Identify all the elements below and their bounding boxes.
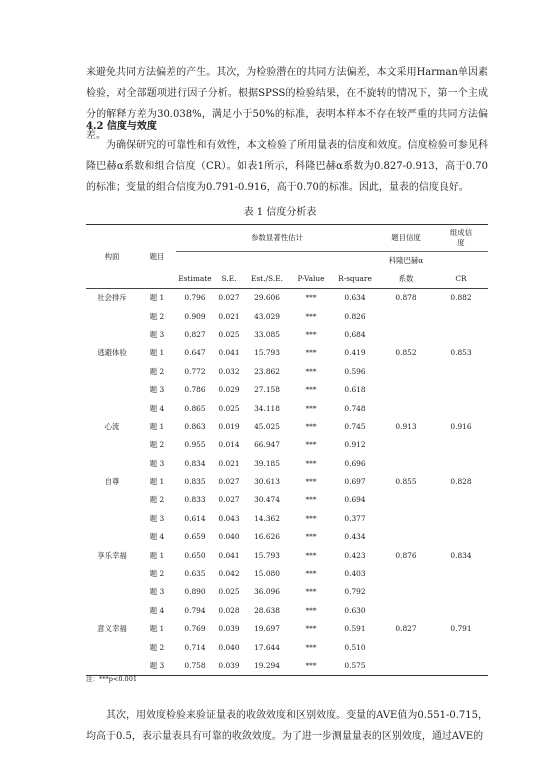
r-square-cell: 0.618 — [344, 385, 366, 395]
cr-cell — [434, 528, 488, 546]
item-cell: 题 3 — [149, 513, 165, 523]
alpha-cell — [378, 455, 434, 473]
p-value-cell: *** — [305, 311, 317, 321]
estimate-cell: 0.647 — [184, 348, 206, 358]
construct-cell — [86, 307, 138, 325]
r-square-cell: 0.748 — [344, 403, 366, 413]
cr-cell — [434, 399, 488, 417]
construct-cell: 逃避体验 — [97, 348, 127, 358]
estimate-cell: 0.659 — [184, 532, 206, 542]
se-cell: 0.032 — [218, 366, 240, 376]
cr-cell: 0.882 — [450, 293, 472, 303]
est-se-cell: 45.025 — [254, 421, 280, 431]
se-cell: 0.041 — [218, 348, 240, 358]
estimate-cell: 0.794 — [184, 605, 206, 615]
est-se-cell: 15.793 — [254, 550, 280, 560]
construct-cell — [86, 491, 138, 509]
alpha-cell — [378, 381, 434, 399]
table-caption: 表 1 信度分析表 — [243, 207, 317, 218]
se-cell: 0.039 — [218, 624, 240, 634]
est-se-cell: 15.080 — [254, 569, 280, 579]
table-row — [86, 491, 488, 509]
table-row — [86, 455, 488, 473]
header-significance-group: 参数显著性估计 — [176, 225, 378, 252]
item-cell: 题 3 — [149, 329, 165, 339]
estimate-cell: 0.863 — [184, 421, 206, 431]
construct-cell: 意义幸福 — [97, 624, 127, 634]
p-value-cell: *** — [305, 642, 317, 652]
item-cell: 题 2 — [149, 642, 165, 652]
est-se-cell: 33.085 — [254, 329, 280, 339]
p-value-cell: *** — [305, 661, 317, 670]
item-cell: 题 1 — [149, 550, 165, 560]
item-cell: 题 3 — [149, 661, 165, 670]
estimate-cell: 0.714 — [184, 642, 206, 652]
r-square-cell: 0.510 — [344, 642, 366, 652]
se-cell: 0.039 — [218, 661, 240, 670]
est-se-cell: 28.638 — [254, 605, 280, 615]
p-value-cell: *** — [305, 403, 317, 413]
table-row — [86, 418, 488, 436]
alpha-cell: 0.855 — [395, 477, 417, 487]
p-value-cell: *** — [305, 624, 317, 634]
r-square-cell: 0.826 — [344, 311, 366, 321]
header-item: 题目 — [138, 225, 176, 289]
construct-cell: 心流 — [104, 421, 120, 431]
construct-cell — [86, 399, 138, 417]
se-cell: 0.019 — [218, 421, 240, 431]
cr-cell — [434, 638, 488, 656]
p-value-cell: *** — [305, 458, 317, 468]
construct-cell — [86, 436, 138, 454]
alpha-cell — [378, 565, 434, 583]
alpha-cell: 0.913 — [395, 421, 417, 431]
cr-cell — [434, 565, 488, 583]
item-cell: 题 2 — [149, 440, 165, 450]
item-cell: 题 3 — [149, 587, 165, 597]
cr-cell: 0.834 — [450, 550, 472, 560]
alpha-cell: 0.852 — [395, 348, 417, 358]
paragraph-reliability: 为确保研究的可靠性和有效性，本文检验了所用量表的信度和效度。信度检验可参见科隆巴赫α系数和组合信度（CR）。如表1所示，科隆巴赫α系数为0.827-0.913，高于0.70的标准；变量的组合信度为0.791-0.916，高于0.70的标准。因此，量表的信度良好。 — [86, 140, 488, 193]
se-cell: 0.040 — [218, 532, 240, 542]
est-se-cell: 36.096 — [254, 587, 280, 597]
table-row — [86, 326, 488, 344]
est-se-cell: 16.626 — [254, 532, 280, 542]
estimate-cell: 0.772 — [184, 366, 206, 376]
paragraph-common-method-bias: 来避免共同方法偏差的产生。其次，为检验潜在的共同方法偏差，本文采用Harman单因素检验，对全部题项进行因子分析。根据SPSS的检验结果，在不旋转的情况下，第一个主成分的解释方差为30.038%，满足小于50%的标准，表明本样本不存在较严重的共同方法偏差。 — [86, 67, 488, 141]
r-square-cell: 0.745 — [344, 421, 366, 431]
construct-cell — [86, 455, 138, 473]
r-square-cell: 0.403 — [344, 569, 366, 579]
construct-cell — [86, 565, 138, 583]
alpha-cell — [378, 583, 434, 601]
section-heading: 4.2 信度与效度 — [86, 121, 157, 132]
estimate-cell: 0.909 — [184, 311, 206, 321]
table-header-row — [86, 225, 488, 252]
alpha-cell: 0.878 — [395, 293, 417, 303]
est-se-cell: 34.118 — [254, 403, 280, 413]
table-row — [86, 381, 488, 399]
item-cell: 题 2 — [149, 495, 165, 505]
alpha-cell — [378, 326, 434, 344]
alpha-cell — [378, 602, 434, 620]
item-cell: 题 3 — [149, 458, 165, 468]
p-value-cell: *** — [305, 440, 317, 450]
table-row — [86, 473, 488, 491]
table-row — [86, 363, 488, 381]
construct-cell — [86, 363, 138, 381]
p-value-cell: *** — [305, 513, 317, 523]
p-value-cell: *** — [305, 293, 317, 303]
r-square-cell: 0.694 — [344, 495, 366, 505]
se-cell: 0.027 — [218, 495, 240, 505]
alpha-cell — [378, 399, 434, 417]
est-se-cell: 43.029 — [254, 311, 280, 321]
est-se-cell: 14.362 — [254, 513, 280, 523]
r-square-cell: 0.630 — [344, 605, 366, 615]
table-row — [86, 510, 488, 528]
est-se-cell: 15.793 — [254, 348, 280, 358]
r-square-cell: 0.912 — [344, 440, 366, 450]
item-cell: 题 2 — [149, 569, 165, 579]
r-square-cell: 0.697 — [344, 477, 366, 487]
cr-cell: 0.828 — [450, 477, 472, 487]
p-value-cell: *** — [305, 532, 317, 542]
header-composite-reliability: 组成信度 — [434, 225, 488, 252]
p-value-cell: *** — [305, 495, 317, 505]
cr-cell — [434, 455, 488, 473]
construct-cell — [86, 326, 138, 344]
construct-cell: 自尊 — [104, 477, 120, 487]
est-se-cell: 29.606 — [254, 293, 280, 303]
r-square-cell: 0.696 — [344, 458, 366, 468]
construct-cell: 享乐幸福 — [97, 550, 127, 560]
construct-cell — [86, 638, 138, 656]
est-se-cell: 27.158 — [254, 385, 280, 395]
item-cell: 题 1 — [149, 293, 165, 303]
item-cell: 题 4 — [149, 605, 165, 615]
table-body — [86, 289, 488, 676]
table-row — [86, 602, 488, 620]
table-row — [86, 307, 488, 325]
estimate-cell: 0.650 — [184, 550, 206, 560]
table-row — [86, 528, 488, 546]
header-p-value: P-Value — [297, 274, 325, 283]
se-cell: 0.025 — [218, 403, 240, 413]
estimate-cell: 0.890 — [184, 587, 206, 597]
estimate-cell: 0.769 — [184, 624, 206, 634]
est-se-cell: 19.294 — [254, 661, 280, 670]
header-cr: CR — [434, 252, 488, 289]
item-cell: 题 1 — [149, 477, 165, 487]
construct-cell: 社会排斥 — [97, 293, 127, 303]
estimate-cell: 0.786 — [184, 385, 206, 395]
cr-cell — [434, 381, 488, 399]
r-square-cell: 0.575 — [344, 661, 366, 670]
r-square-cell: 0.634 — [344, 293, 366, 303]
construct-cell — [86, 381, 138, 399]
p-value-cell: *** — [305, 348, 317, 358]
cr-cell: 0.916 — [450, 421, 472, 431]
se-cell: 0.042 — [218, 569, 240, 579]
item-cell: 题 1 — [149, 624, 165, 634]
item-cell: 题 2 — [149, 311, 165, 321]
r-square-cell: 0.377 — [344, 513, 366, 523]
reliability-table — [86, 224, 488, 676]
paragraph-validity: 其次，用效度检验来验证量表的收敛效度和区别效度。变量的AVE值为0.551-0.715，均高于0.5，表示量表具有可靠的收敛效度。为了进一步测量量表的区别效度，通过AVE的 — [86, 710, 488, 742]
estimate-cell: 0.865 — [184, 403, 206, 413]
construct-cell — [86, 657, 138, 676]
p-value-cell: *** — [305, 569, 317, 579]
table-row — [86, 436, 488, 454]
cr-cell — [434, 602, 488, 620]
header-r-square: R-square — [338, 274, 372, 283]
p-value-cell: *** — [305, 366, 317, 376]
item-cell: 题 1 — [149, 348, 165, 358]
construct-cell — [86, 510, 138, 528]
table-row — [86, 565, 488, 583]
alpha-cell — [378, 436, 434, 454]
estimate-cell: 0.834 — [184, 458, 206, 468]
alpha-cell: 0.876 — [395, 550, 417, 560]
item-cell: 题 4 — [149, 403, 165, 413]
r-square-cell: 0.596 — [344, 366, 366, 376]
table-row — [86, 620, 488, 638]
header-se: S.E. — [221, 274, 237, 283]
r-square-cell: 0.434 — [344, 532, 366, 542]
se-cell: 0.028 — [218, 605, 240, 615]
p-value-cell: *** — [305, 587, 317, 597]
cr-cell — [434, 363, 488, 381]
alpha-cell — [378, 491, 434, 509]
item-cell: 题 3 — [149, 385, 165, 395]
table-row — [86, 289, 488, 308]
table-row — [86, 344, 488, 362]
header-est-se: Est./S.E. — [251, 274, 283, 283]
table-row — [86, 657, 488, 676]
header-alpha: 科隆巴赫α系数 — [378, 252, 434, 289]
r-square-cell: 0.684 — [344, 329, 366, 339]
se-cell: 0.027 — [218, 477, 240, 487]
header-item-reliability: 题目信度 — [378, 225, 434, 252]
est-se-cell: 23.862 — [254, 366, 280, 376]
estimate-cell: 0.835 — [184, 477, 206, 487]
p-value-cell: *** — [305, 477, 317, 487]
table-note: 注：***p<0.001 — [86, 675, 137, 683]
item-cell: 题 4 — [149, 532, 165, 542]
item-cell: 题 2 — [149, 366, 165, 376]
cr-cell — [434, 510, 488, 528]
se-cell: 0.021 — [218, 458, 240, 468]
cr-cell — [434, 491, 488, 509]
cr-cell — [434, 436, 488, 454]
se-cell: 0.014 — [218, 440, 240, 450]
estimate-cell: 0.635 — [184, 569, 206, 579]
estimate-cell: 0.833 — [184, 495, 206, 505]
estimate-cell: 0.614 — [184, 513, 206, 523]
se-cell: 0.041 — [218, 550, 240, 560]
construct-cell — [86, 602, 138, 620]
cr-cell: 0.853 — [450, 348, 472, 358]
item-cell: 题 1 — [149, 421, 165, 431]
se-cell: 0.043 — [218, 513, 240, 523]
alpha-cell: 0.827 — [395, 624, 417, 634]
cr-cell — [434, 307, 488, 325]
est-se-cell: 30.474 — [254, 495, 280, 505]
r-square-cell: 0.591 — [344, 624, 366, 634]
se-cell: 0.021 — [218, 311, 240, 321]
construct-cell — [86, 583, 138, 601]
se-cell: 0.025 — [218, 587, 240, 597]
p-value-cell: *** — [305, 385, 317, 395]
alpha-cell — [378, 528, 434, 546]
alpha-cell — [378, 657, 434, 676]
table-row — [86, 583, 488, 601]
cr-cell — [434, 657, 488, 676]
est-se-cell: 17.644 — [254, 642, 280, 652]
p-value-cell: *** — [305, 605, 317, 615]
se-cell: 0.029 — [218, 385, 240, 395]
r-square-cell: 0.423 — [344, 550, 366, 560]
est-se-cell: 66.947 — [254, 440, 280, 450]
estimate-cell: 0.827 — [184, 329, 206, 339]
table-row — [86, 638, 488, 656]
estimate-cell: 0.758 — [184, 661, 206, 670]
se-cell: 0.025 — [218, 329, 240, 339]
cr-cell: 0.791 — [450, 624, 472, 634]
alpha-cell — [378, 307, 434, 325]
est-se-cell: 30.613 — [254, 477, 280, 487]
est-se-cell: 39.185 — [254, 458, 280, 468]
r-square-cell: 0.419 — [344, 348, 366, 358]
se-cell: 0.040 — [218, 642, 240, 652]
header-construct: 构面 — [86, 225, 138, 289]
se-cell: 0.027 — [218, 293, 240, 303]
cr-cell — [434, 326, 488, 344]
p-value-cell: *** — [305, 550, 317, 560]
p-value-cell: *** — [305, 421, 317, 431]
cr-cell — [434, 583, 488, 601]
table-row — [86, 546, 488, 564]
estimate-cell: 0.955 — [184, 440, 206, 450]
estimate-cell: 0.796 — [184, 293, 206, 303]
alpha-cell — [378, 363, 434, 381]
table-row — [86, 399, 488, 417]
header-estimate: Estimate — [178, 274, 212, 283]
construct-cell — [86, 528, 138, 546]
alpha-cell — [378, 638, 434, 656]
est-se-cell: 19.697 — [254, 624, 280, 634]
r-square-cell: 0.792 — [344, 587, 366, 597]
p-value-cell: *** — [305, 329, 317, 339]
alpha-cell — [378, 510, 434, 528]
